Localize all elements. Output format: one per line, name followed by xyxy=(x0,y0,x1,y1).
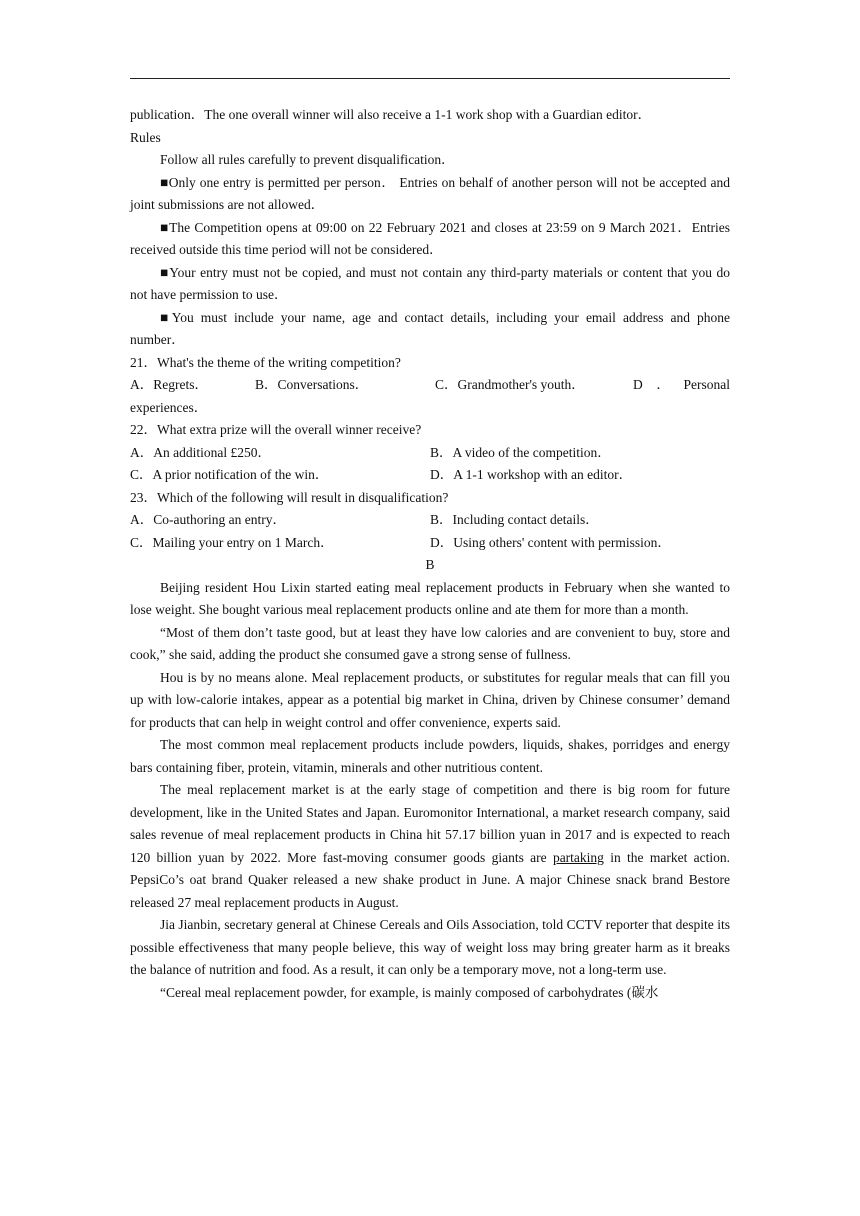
rule-item: ■You must include your name, age and contact details, including your email address and phone number． xyxy=(130,309,730,347)
rules-heading: Rules xyxy=(130,129,161,145)
question-23-options-row1 xyxy=(130,509,730,532)
header-rule xyxy=(130,78,730,79)
paragraph: “Cereal meal replacement powder, for example, is mainly composed of carbohydrates (碳水 xyxy=(160,984,659,1000)
option-d: D．A 1-1 workshop with an editor． xyxy=(430,467,633,482)
paragraph-market xyxy=(130,779,730,914)
underlined-word: partaking xyxy=(552,849,604,865)
option-d: D．Using others' content with permission． xyxy=(430,534,671,550)
rules-intro: Follow all rules carefully to prevent disqualification． xyxy=(160,152,455,167)
question-22-stem: 22．What extra prize will the overall winner receive? xyxy=(130,422,422,437)
publication-line: publication．The one overall winner will also receive a 1-1 work shop with a Guardian editor． xyxy=(130,107,652,122)
rule-item: ■Only one entry is permitted per person． Entries on behalf of another person will not be accepted and joint submissions are not allowed． xyxy=(130,174,730,212)
text-run: in the market action. PepsiCo’s oat brand Quaker released a new shake product in June. A major Chinese snack brand Bestore released 27 meal replacement products in August. xyxy=(130,849,730,910)
option-c: C．A prior notification of the win． xyxy=(130,467,329,482)
option-b: B．A video of the competition． xyxy=(430,444,611,460)
section-b-label: B xyxy=(425,557,435,572)
rule-item: ■The Competition opens at 09:00 on 22 February 2021 and closes at 23:59 on 9 March 2021．Entries received outside this time period will not be considered． xyxy=(130,219,730,257)
text-run: The meal replacement market is at the early stage of competition and there is big room for future development, like in the United States and Japan. Euromonitor International, a market research company, said sales revenue of meal replacement products in China hit 57.17 billion yuan in 2017 and is expected to reach 120 billion yuan by 2022. More fast-moving consumer goods giants are xyxy=(130,782,730,865)
document-body xyxy=(130,104,730,1004)
option-d: D．Personal experiences． xyxy=(130,377,730,415)
option-a: A．Co-authoring an entry． xyxy=(130,512,286,527)
paragraph: Beijing resident Hou Lixin started eating meal replacement products in February when she wanted to lose weight. She bought various meal replacement products online and ate them for more than a month. xyxy=(130,579,730,617)
option-c: C．Grandmother's youth． xyxy=(435,377,585,392)
paragraph: “Most of them don’t taste good, but at least they have low calories and are convenient to buy, store and cook,” she said, adding the product she consumed gave a strong sense of fullness. xyxy=(130,624,730,662)
question-21-stem: 21．What's the theme of the writing competition? xyxy=(130,354,401,370)
question-22-options-row1 xyxy=(130,442,730,465)
question-23-options-row2 xyxy=(130,532,730,555)
paragraph: Jia Jianbin, secretary general at Chinese Cereals and Oils Association, told CCTV reporter that despite its possible effectiveness that many people believe, this way of weight loss may bring greater harm as it breaks the balance of nutrition and food. As a result, it can only be a temporary move, not a long-term use. xyxy=(130,917,730,977)
question-22-options-row2 xyxy=(130,464,730,487)
rule-item: ■Your entry must not be copied, and must not contain any third-party materials or content that you do not have permission to use． xyxy=(130,264,730,302)
question-23-stem: 23．Which of the following will result in disqualification? xyxy=(130,489,449,505)
question-21-options xyxy=(130,374,730,419)
paragraph: The most common meal replacement products include powders, liquids, shakes, porridges and energy bars containing fiber, protein, vitamin, minerals and other nutritious content. xyxy=(130,737,730,775)
option-c: C．Mailing your entry on 1 March． xyxy=(130,534,334,550)
option-b: B．Including contact details． xyxy=(430,512,599,527)
option-b: B．Conversations． xyxy=(255,377,369,392)
option-a: A．An additional £250． xyxy=(130,444,271,460)
option-a: A．Regrets． xyxy=(130,377,208,392)
paragraph: Hou is by no means alone. Meal replacement products, or substitutes for regular meals that can fill you up with low-calorie intakes, appear as a potential big market in China, driven by Chinese consumer’ demand for products that can help in weight control and offer convenience, experts said. xyxy=(130,669,730,730)
